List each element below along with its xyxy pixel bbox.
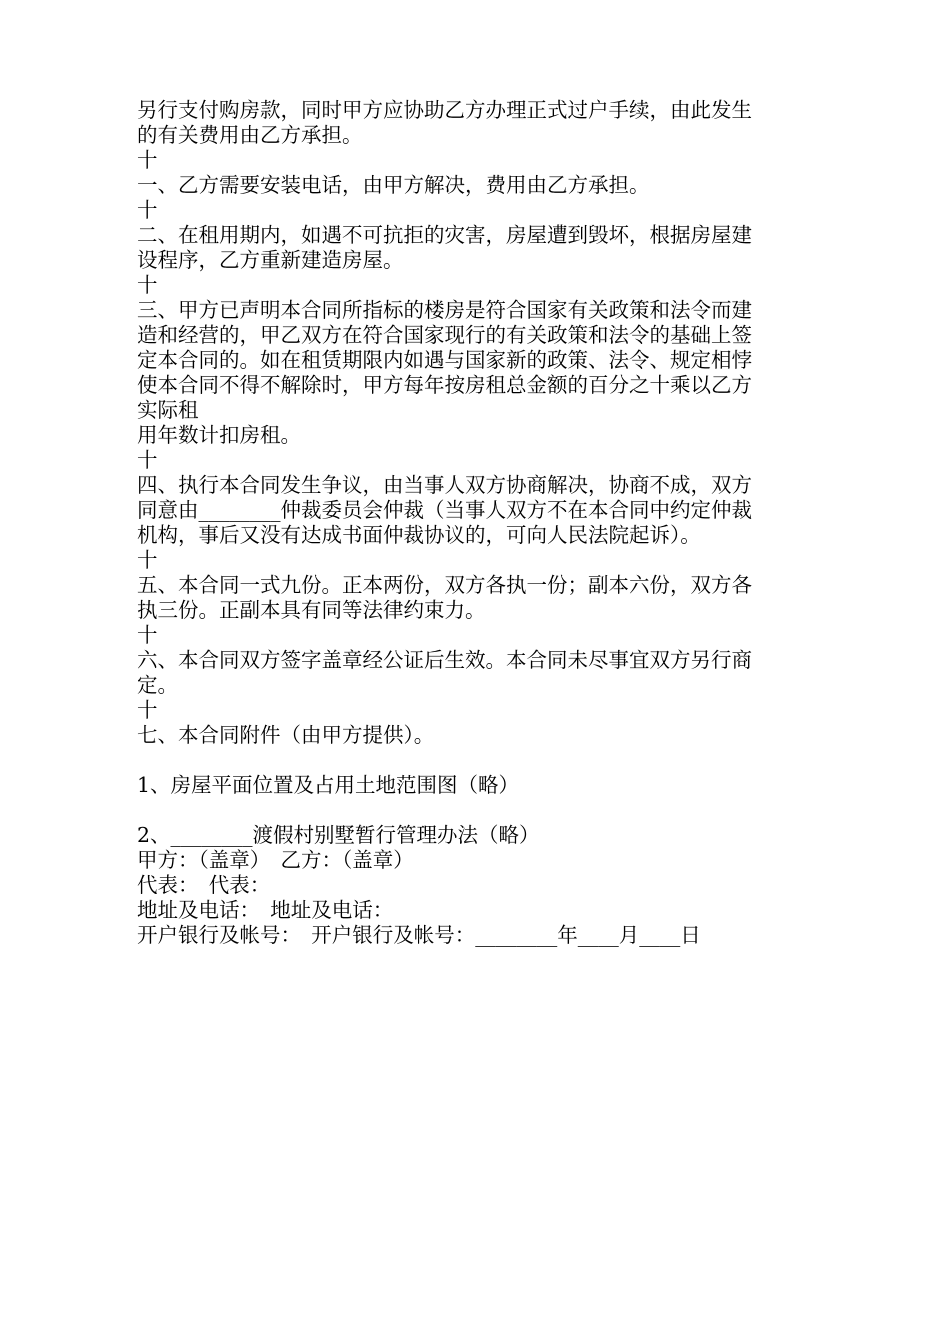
clause-11: 一、乙方需要安装电话，由甲方解决，费用由乙方承担。 — [137, 173, 650, 197]
text-line: 定本合同的。如在租赁期限内如遇与国家新的政策、法令、规定相悖 — [137, 348, 752, 372]
attachment-item: 1、房屋平面位置及占用土地范围图（略） — [137, 773, 520, 797]
clause-number-prefix: 十 — [137, 623, 158, 647]
signature-address-phone: 地址及电话： 地址及电话： — [137, 898, 394, 922]
clause-12: 二、在租用期内，如遇不可抗拒的灾害，房屋遭到毁坏，根据房屋建 — [137, 223, 752, 247]
clause-14: 四、执行本合同发生争议，由当事人双方协商解决，协商不成，双方 — [137, 473, 752, 497]
attachment-item: 2、________渡假村别墅暂行管理办法（略） — [137, 823, 540, 847]
clause-16: 六、本合同双方签字盖章经公证后生效。本合同未尽事宜双方另行商 — [137, 648, 752, 672]
clause-number-prefix: 十 — [137, 448, 158, 472]
text-line: 实际租 — [137, 398, 199, 422]
spacer — [137, 798, 817, 823]
document-page — [137, 98, 817, 948]
text-line: 的有关费用由乙方承担。 — [137, 123, 363, 147]
clause-number-prefix: 十 — [137, 148, 158, 172]
text-line: 机构，事后又没有达成书面仲裁协议的，可向人民法院起诉）。 — [137, 523, 701, 547]
signature-bank-account-date: 开户银行及帐号： 开户银行及帐号：________年____月____日 — [137, 923, 701, 947]
clause-17: 七、本合同附件（由甲方提供）。 — [137, 723, 435, 747]
text-line: 同意由________仲裁委员会仲裁（当事人双方不在本合同中约定仲裁 — [137, 498, 752, 522]
signature-block — [137, 848, 817, 948]
signature-representatives: 代表： 代表： — [137, 873, 271, 897]
attachments-list — [137, 773, 817, 848]
clause-number-prefix: 十 — [137, 698, 158, 722]
text-line: 用年数计扣房租。 — [137, 423, 301, 447]
spacer — [137, 748, 817, 773]
clause-number-prefix: 十 — [137, 273, 158, 297]
text-line: 执三份。正副本具有同等法律约束力。 — [137, 598, 486, 622]
clause-15: 五、本合同一式九份。正本两份，双方各执一份；副本六份，双方各 — [137, 573, 752, 597]
clause-13: 三、甲方已声明本合同所指标的楼房是符合国家有关政策和法令而建 — [137, 298, 752, 322]
text-line: 造和经营的，甲乙双方在符合国家现行的有关政策和法令的基础上签 — [137, 323, 752, 347]
clause-number-prefix: 十 — [137, 548, 158, 572]
text-line: 使本合同不得不解除时，甲方每年按房租总金额的百分之十乘以乙方 — [137, 373, 752, 397]
signature-parties: 甲方：（盖章） 乙方：（盖章） — [137, 848, 414, 872]
contract-clauses — [137, 98, 817, 748]
text-line: 设程序，乙方重新建造房屋。 — [137, 248, 404, 272]
text-line: 定。 — [137, 673, 178, 697]
clause-number-prefix: 十 — [137, 198, 158, 222]
text-line: 另行支付购房款，同时甲方应协助乙方办理正式过户手续，由此发生 — [137, 98, 752, 122]
